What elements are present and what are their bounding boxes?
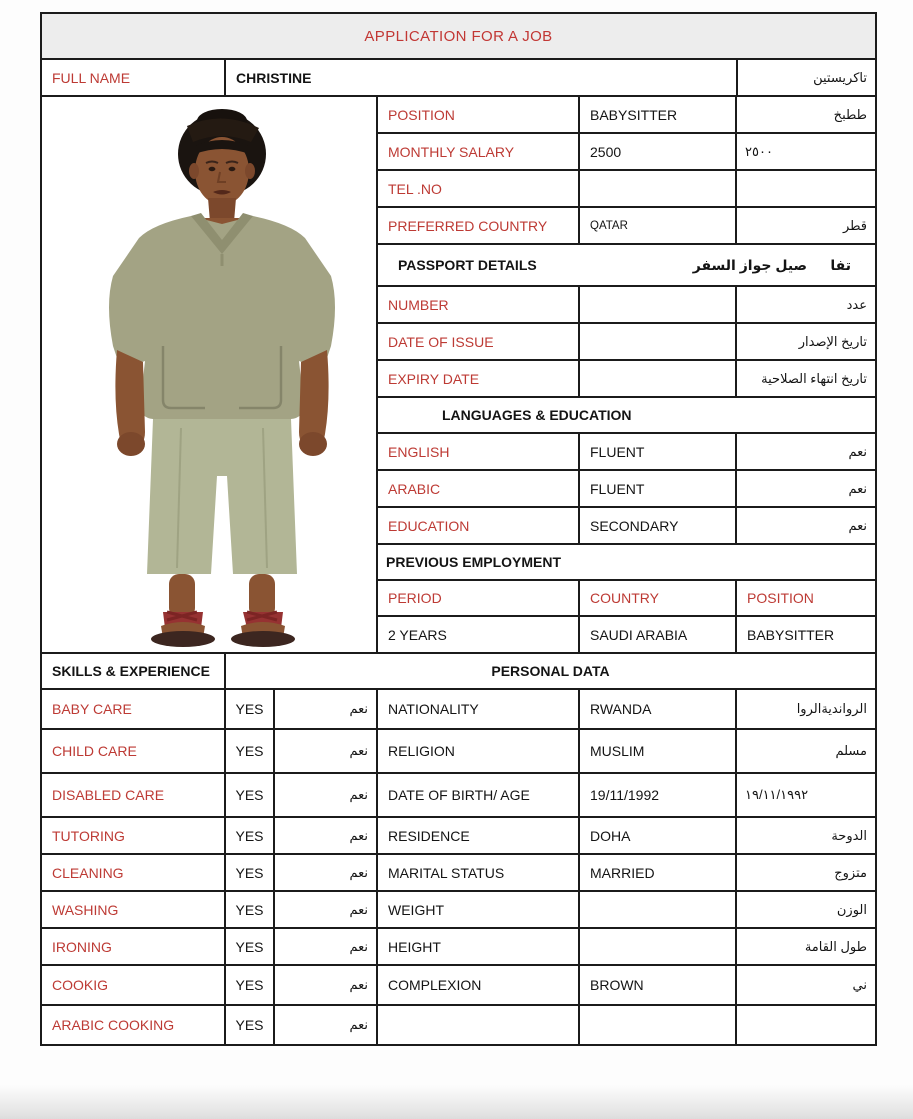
passport-number-value	[580, 287, 737, 324]
date-of-birth-arabic: ١٩/١١/١٩٩٢	[737, 774, 877, 818]
weight-value	[580, 892, 737, 929]
languages-header: LANGUAGES & EDUCATION	[378, 398, 877, 434]
ironing-arabic: نعم	[275, 929, 378, 966]
empty-label-cell	[378, 1006, 580, 1046]
arabic-value: FLUENT	[580, 471, 737, 508]
date-of-issue-arabic: تاريخ الإصدار	[737, 324, 877, 361]
education-label: EDUCATION	[378, 508, 580, 545]
position-arabic: ططبخ	[737, 97, 877, 134]
previous-employment-header-row	[378, 545, 877, 581]
passport-number-arabic: عدد	[737, 287, 877, 324]
arabic-cooking-label: ARABIC COOKING	[40, 1006, 226, 1046]
period-value: 2 YEARS	[378, 617, 580, 654]
height-arabic: طول القامة	[737, 929, 877, 966]
cooking-yes: YES	[226, 966, 275, 1006]
residence-value: DOHA	[580, 818, 737, 855]
application-form	[40, 12, 877, 1046]
religion-label: RELIGION	[378, 730, 580, 774]
date-of-birth-value: 19/11/1992	[580, 774, 737, 818]
empty-value-cell	[580, 1006, 737, 1046]
baby-care-arabic: نعم	[275, 690, 378, 730]
applicant-photo	[91, 108, 353, 648]
page-title: APPLICATION FOR A JOB	[364, 27, 553, 45]
previous-employment-header: PREVIOUS EMPLOYMENT	[378, 545, 877, 581]
full-name-row	[40, 60, 877, 97]
tel-no-arabic	[737, 171, 877, 208]
position-value-prev: BABYSITTER	[737, 617, 877, 654]
ironing-label: IRONING	[40, 929, 226, 966]
monthly-salary-label: MONTHLY SALARY	[378, 134, 580, 171]
country-value: SAUDI ARABIA	[580, 617, 737, 654]
cooking-row	[40, 966, 877, 1006]
residence-label: RESIDENCE	[378, 818, 580, 855]
marital-status-value: MARRIED	[580, 855, 737, 892]
arabic-label: ARABIC	[378, 471, 580, 508]
cleaning-label: CLEANING	[40, 855, 226, 892]
marital-status-label: MARITAL STATUS	[378, 855, 580, 892]
washing-label: WASHING	[40, 892, 226, 929]
cooking-label: COOKIG	[40, 966, 226, 1006]
passport-details-header	[378, 245, 877, 287]
arabic-row	[378, 471, 877, 508]
date-of-birth-label: DATE OF BIRTH/ AGE	[378, 774, 580, 818]
weight-label: WEIGHT	[378, 892, 580, 929]
previous-employment-columns-row	[378, 581, 877, 617]
baby-care-row	[40, 690, 877, 730]
date-of-issue-value	[580, 324, 737, 361]
child-care-arabic: نعم	[275, 730, 378, 774]
period-column-header: PERIOD	[378, 581, 580, 617]
details-table	[378, 97, 877, 654]
preferred-country-label: PREFERRED COUNTRY	[378, 208, 580, 245]
english-value: FLUENT	[580, 434, 737, 471]
page-bottom-shadow	[0, 1085, 913, 1119]
arabic-cooking-yes: YES	[226, 1006, 275, 1046]
tel-no-label: TEL .NO	[378, 171, 580, 208]
preferred-country-value: QATAR	[580, 208, 737, 245]
applicant-photo-cell	[40, 97, 378, 654]
monthly-salary-value: 2500	[580, 134, 737, 171]
full-name-label: FULL NAME	[40, 60, 226, 97]
monthly-salary-row	[378, 134, 877, 171]
passport-number-label: NUMBER	[378, 287, 580, 324]
form-title-bar	[40, 12, 877, 60]
preferred-country-arabic: قطر	[737, 208, 877, 245]
empty-arabic-cell	[737, 1006, 877, 1046]
passport-details-header-en: PASSPORT DETAILS	[398, 257, 537, 273]
cleaning-row	[40, 855, 877, 892]
country-column-header: COUNTRY	[580, 581, 737, 617]
complexion-value: BROWN	[580, 966, 737, 1006]
cleaning-yes: YES	[226, 855, 275, 892]
disabled-care-row	[40, 774, 877, 818]
personal-data-header: PERSONAL DATA	[226, 654, 877, 690]
lower-header-row	[40, 654, 877, 690]
position-column-header: POSITION	[737, 581, 877, 617]
previous-employment-entry-row	[378, 617, 877, 654]
ironing-row	[40, 929, 877, 966]
weight-arabic: الوزن	[737, 892, 877, 929]
position-row	[378, 97, 877, 134]
languages-header-row	[378, 398, 877, 434]
religion-value: MUSLIM	[580, 730, 737, 774]
tutoring-arabic: نعم	[275, 818, 378, 855]
tutoring-label: TUTORING	[40, 818, 226, 855]
english-arabic: نعم	[737, 434, 877, 471]
passport-number-row	[378, 287, 877, 324]
tel-no-value	[580, 171, 737, 208]
full-name-arabic: تاكريستين	[738, 60, 877, 97]
washing-yes: YES	[226, 892, 275, 929]
expiry-date-row	[378, 361, 877, 398]
monthly-salary-arabic: ٢٥٠٠	[737, 134, 877, 171]
preferred-country-row	[378, 208, 877, 245]
cooking-arabic: نعم	[275, 966, 378, 1006]
passport-details-header-row	[378, 245, 877, 287]
arabic-cooking-row	[40, 1006, 877, 1046]
expiry-date-arabic: تاريخ انتهاء الصلاحية	[737, 361, 877, 398]
skills-header: SKILLS & EXPERIENCE	[40, 654, 226, 690]
residence-arabic: الدوحة	[737, 818, 877, 855]
position-label: POSITION	[378, 97, 580, 134]
height-value	[580, 929, 737, 966]
tel-no-row	[378, 171, 877, 208]
nationality-label: NATIONALITY	[378, 690, 580, 730]
english-label: ENGLISH	[378, 434, 580, 471]
washing-row	[40, 892, 877, 929]
english-row	[378, 434, 877, 471]
marital-status-arabic: متزوج	[737, 855, 877, 892]
top-section	[40, 97, 877, 654]
position-value: BABYSITTER	[580, 97, 737, 134]
ironing-yes: YES	[226, 929, 275, 966]
religion-arabic: مسلم	[737, 730, 877, 774]
education-row	[378, 508, 877, 545]
expiry-date-value	[580, 361, 737, 398]
nationality-value: RWANDA	[580, 690, 737, 730]
disabled-care-label: DISABLED CARE	[40, 774, 226, 818]
nationality-arabic: الروانديةالروا	[737, 690, 877, 730]
expiry-date-label: EXPIRY DATE	[378, 361, 580, 398]
baby-care-yes: YES	[226, 690, 275, 730]
cleaning-arabic: نعم	[275, 855, 378, 892]
child-care-label: CHILD CARE	[40, 730, 226, 774]
date-of-issue-label: DATE OF ISSUE	[378, 324, 580, 361]
child-care-row	[40, 730, 877, 774]
education-arabic: نعم	[737, 508, 877, 545]
tutoring-row	[40, 818, 877, 855]
date-of-issue-row	[378, 324, 877, 361]
education-value: SECONDARY	[580, 508, 737, 545]
disabled-care-arabic: نعم	[275, 774, 378, 818]
complexion-arabic: ني	[737, 966, 877, 1006]
baby-care-label: BABY CARE	[40, 690, 226, 730]
disabled-care-yes: YES	[226, 774, 275, 818]
washing-arabic: نعم	[275, 892, 378, 929]
tutoring-yes: YES	[226, 818, 275, 855]
arabic-cooking-arabic: نعم	[275, 1006, 378, 1046]
passport-details-header-ar: تفا صيل جواز السفر	[692, 256, 851, 273]
arabic-arabic: نعم	[737, 471, 877, 508]
child-care-yes: YES	[226, 730, 275, 774]
complexion-label: COMPLEXION	[378, 966, 580, 1006]
height-label: HEIGHT	[378, 929, 580, 966]
full-name-value: CHRISTINE	[226, 60, 738, 97]
